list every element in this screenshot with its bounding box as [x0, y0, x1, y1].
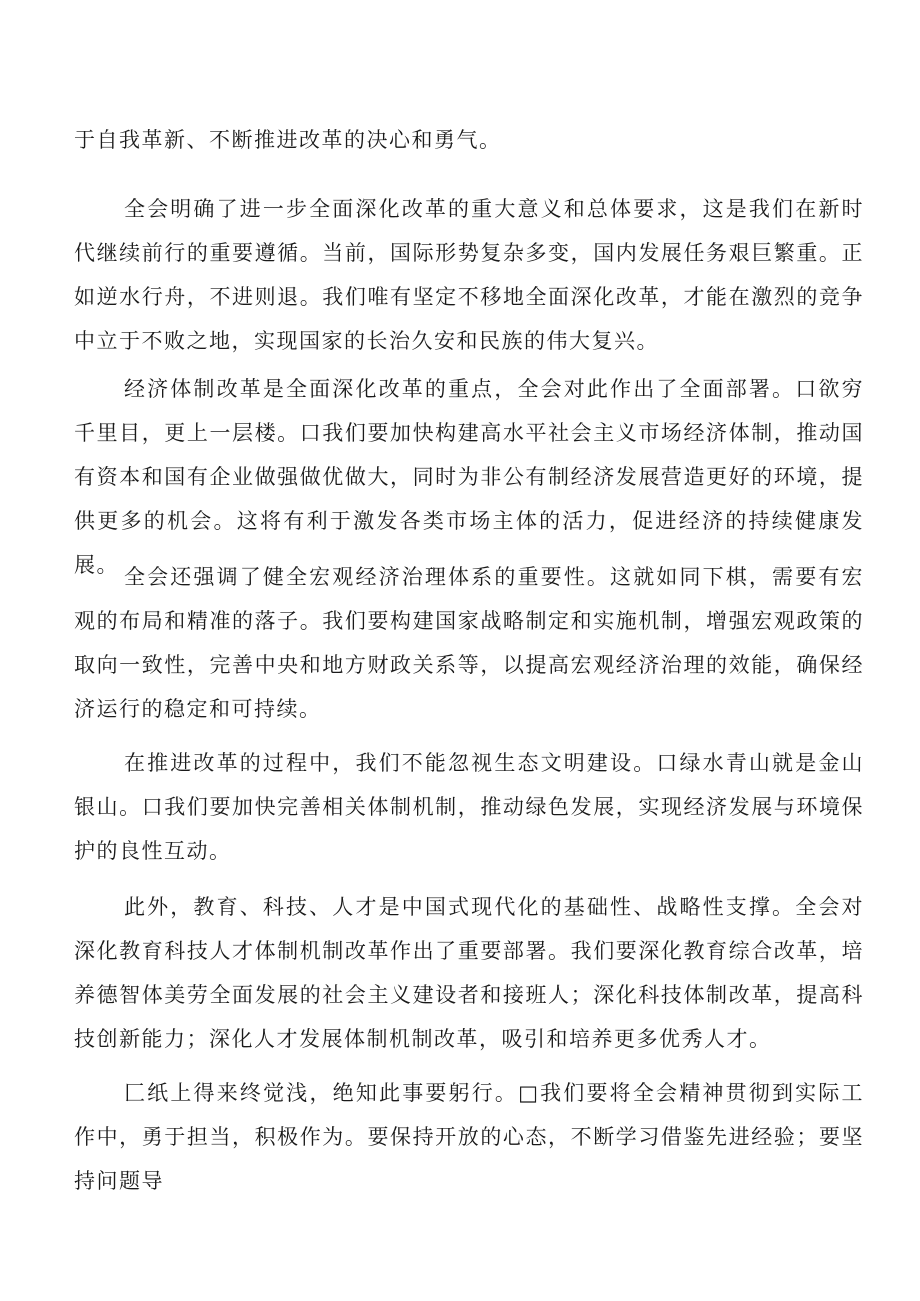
paragraph-ecological-civilization: 在推进改革的过程中，我们不能忽视生态文明建设。口绿水青山就是金山银山。口我们要加快完善相关体制机制，推动绿色发展，实现经济发展与环境保护的良性互动。 [74, 751, 864, 863]
paragraph-macro-governance: 全会还强调了健全宏观经济治理体系的重要性。这就如同下棋，需要有宏观的布局和精准的落子。我们要构建国家战略制定和实施机制，增强宏观政策的取向一致性，完善中央和地方财政关系等，以提高宏观经济治理的效能，确保经济运行的稳定和可持续。 [74, 565, 864, 721]
paragraph-economic-system: 经济体制改革是全面深化改革的重点，全会对此作出了全面部署。口欲穷千里目，更上一层楼。口我们要加快构建高水平社会主义市场经济体制，推动国有资本和国有企业做强做优做大，同时为非公有制经济发展营造更好的环境，提供更多的机会。这将有利于激发各类市场主体的活力，促进经济的持续健康发展。 [74, 377, 864, 577]
paragraph-education-science-talent: 此外，教育、科技、人才是中国式现代化的基础性、战略性支撑。全会对深化教育科技人才体制机制改革作出了重要部署。我们要深化教育综合改革，培养德智体美劳全面发展的社会主义建设者和接班人；深化科技体制改革，提高科技创新能力；深化人才发展体制机制改革，吸引和培养更多优秀人才。 [74, 895, 864, 1051]
paragraph-practice: 匚纸上得来终觉浅，绝知此事要躬行。□我们要将全会精神贯彻到实际工作中，勇于担当，积极作为。要保持开放的心态，不断学习借鉴先进经验；要坚持问题导 [74, 1081, 864, 1193]
paragraph-reform-significance: 全会明确了进一步全面深化改革的重大意义和总体要求，这是我们在新时代继续前行的重要遵循。当前，国际形势复杂多变，国内发展任务艰巨繁重。正如逆水行舟，不进则退。我们唯有坚定不移地全面深化改革，才能在激烈的竞争中立于不败之地，实现国家的长治久安和民族的伟大复兴。 [74, 197, 864, 353]
paragraph-continuation: 于自我革新、不断推进改革的决心和勇气。 [74, 128, 502, 152]
